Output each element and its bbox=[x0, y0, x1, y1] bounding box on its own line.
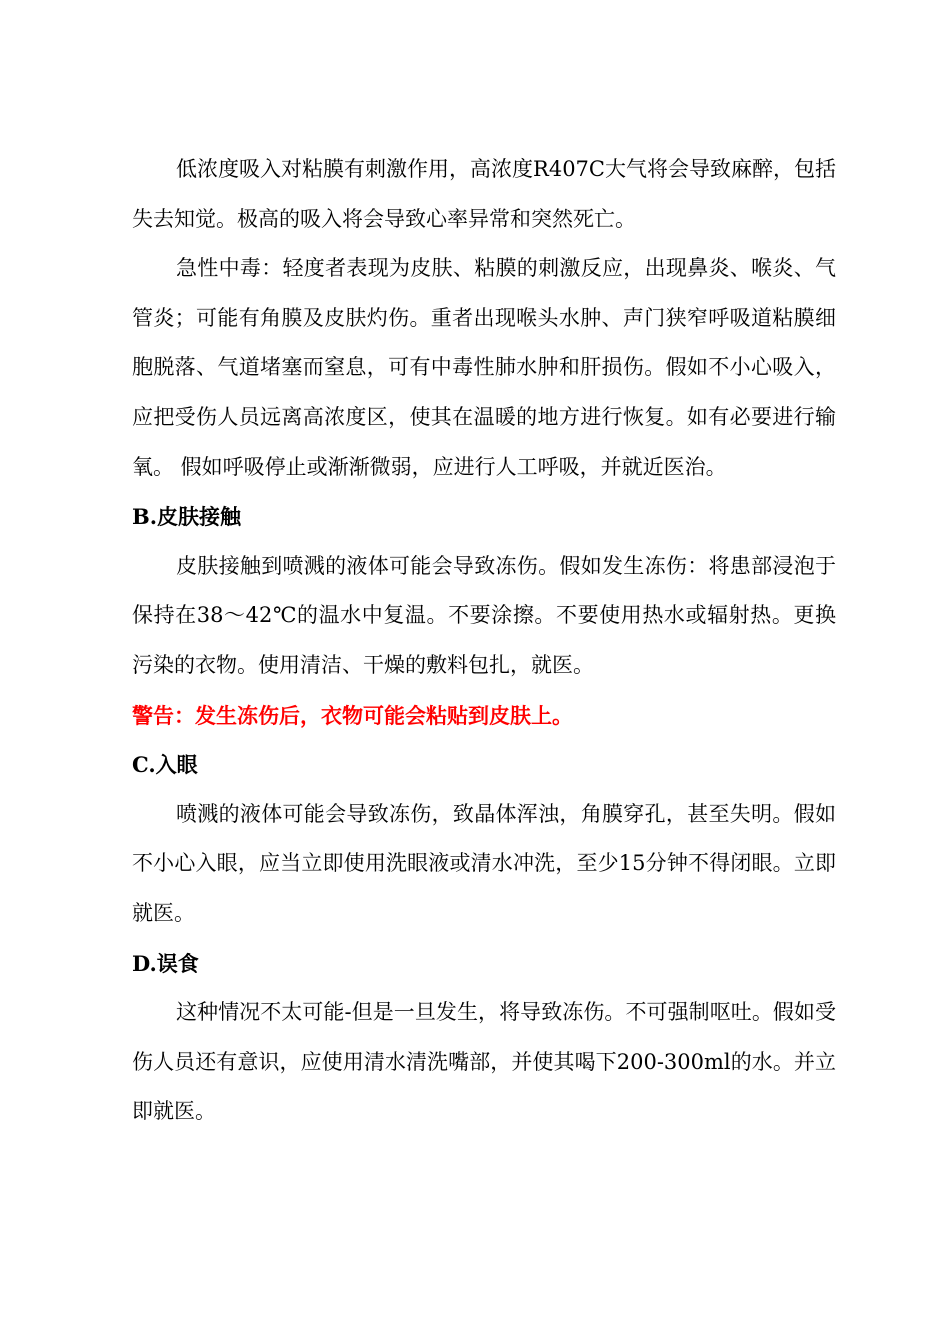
document-page bbox=[132, 145, 836, 1137]
eye-contact-paragraph: 喷溅的液体可能会导致冻伤，致晶体浑浊，角膜穿孔，甚至失明。假如不小心入眼，应当立即使用洗眼液或清水冲洗，至少15分钟不得闭眼。立即就医。 bbox=[132, 801, 836, 925]
ingestion-paragraph: 这种情况不太可能-但是一旦发生，将导致冻伤。不可强制呕吐。假如受伤人员还有意识，应使用清水清洗嘴部，并使其喝下200-300ml的水。并立即就医。 bbox=[132, 1000, 836, 1124]
eye-contact-heading: C.入眼 bbox=[132, 752, 198, 778]
skin-contact-paragraph: 皮肤接触到喷溅的液体可能会导致冻伤。假如发生冻伤：将患部浸泡于保持在38～42℃的温水中复温。不要涂擦。不要使用热水或辐射热。更换污染的衣物。使用清洁、干燥的敷料包扎，就医。 bbox=[132, 553, 836, 677]
ingestion-heading: D.误食 bbox=[132, 950, 199, 976]
inhalation-paragraph-1: 低浓度吸入对粘膜有刺激作用，高浓度R407C大气将会导致麻醉，包括失去知觉。极高的吸入将会导致心率异常和突然死亡。 bbox=[132, 157, 836, 231]
frostbite-warning: 警告：发生冻伤后，衣物可能会粘贴到皮肤上。 bbox=[132, 702, 573, 728]
skin-contact-heading: B.皮肤接触 bbox=[132, 504, 242, 530]
inhalation-paragraph-2: 急性中毒：轻度者表现为皮肤、粘膜的刺激反应，出现鼻炎、喉炎、气管炎；可能有角膜及皮肤灼伤。重者出现喉头水肿、声门狭窄呼吸道粘膜细胞脱落、气道堵塞而窒息，可有中毒性肺水肿和肝损伤。假如不小心吸入，应把受伤人员远离高浓度区，使其在温暖的地方进行恢复。如有必要进行输氧。 假如呼吸停止或渐渐微弱，应进行人工呼吸，并就近医治。 bbox=[132, 256, 836, 479]
